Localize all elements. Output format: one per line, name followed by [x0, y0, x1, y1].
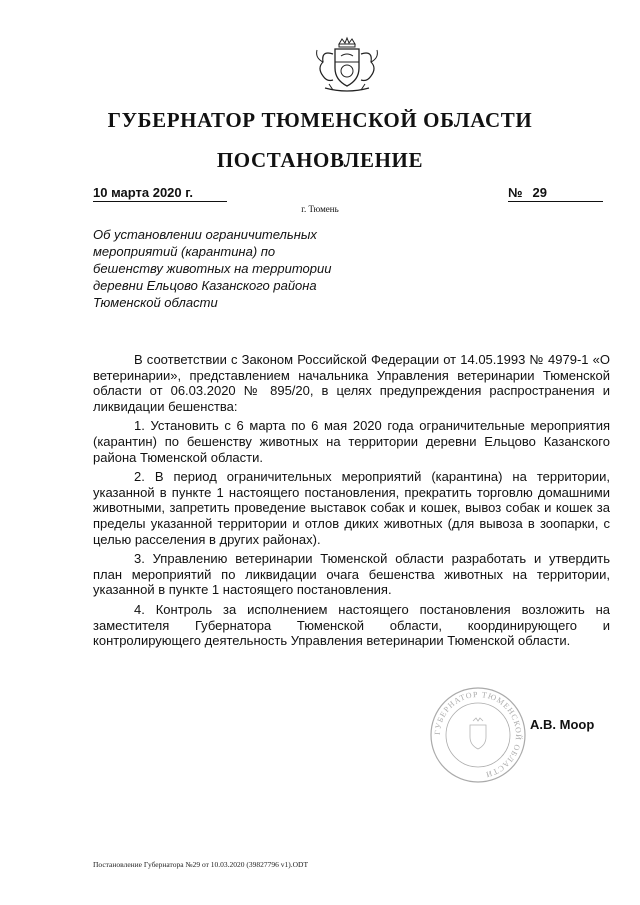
coat-of-arms-icon — [303, 36, 391, 96]
document-footer: Постановление Губернатора №29 от 10.03.2020 (39827796 v1).ODT — [93, 860, 309, 869]
clause-paragraph: 2. В период ограничительных мероприятий (карантина) на территории, указанной в пункте 1 настоящего постановления, прекратить торговлю домашними животными, запретить проведение выставок собак и кошек, вывоз собак и кошек за пределы указанной территории и отлов диких животных (для вывоза в зоопарки, с целью расселения в других районах). — [93, 469, 610, 547]
city-name: г. Тюмень — [301, 204, 339, 214]
subject-line: мероприятий (карантина) по — [93, 244, 276, 259]
signer-name: А.В. Моор — [530, 717, 595, 732]
document-date: 10 марта 2020 г. — [93, 184, 227, 202]
subject-line: бешенству животных на территории — [93, 261, 332, 276]
subject-line: деревни Ельцово Казанского района — [93, 278, 317, 293]
clause-paragraph: 3. Управлению ветеринарии Тюменской области разработать и утвердить план мероприятий по ликвидации очага бешенства животных на территории, указанной в пункте 1 настоящего постановления. — [93, 551, 610, 598]
document-type-title: ПОСТАНОВЛЕНИЕ — [216, 148, 424, 172]
number-label: № — [508, 185, 523, 200]
document-body — [93, 352, 610, 653]
document-number — [508, 184, 603, 202]
document-subject — [93, 226, 373, 311]
preamble-paragraph: В соответствии с Законом Российской Федерации от 14.05.1993 № 4979-1 «О ветеринарии», представлением начальника Управления ветеринарии Тюменской области от 06.03.2020 № 895/20, в целях предупреждения распространения и ликвидации бешенства: — [93, 352, 610, 414]
subject-line: Об установлении ограничительных — [93, 227, 317, 242]
stamp-text: ГУБЕРНАТОР ТЮМЕНСКОЙ ОБЛАСТИ — [432, 689, 524, 780]
official-stamp-icon — [428, 685, 528, 785]
clause-paragraph: 4. Контроль за исполнением настоящего постановления возложить на заместителя Губернатора Тюменской области, координирующего и контролирующего деятельность Управления ветеринарии Тюменской области. — [93, 601, 610, 649]
number-value: 29 — [532, 185, 547, 200]
issuing-authority-title: ГУБЕРНАТОР ТЮМЕНСКОЙ ОБЛАСТИ — [107, 108, 533, 132]
subject-line: Тюменской области — [93, 295, 218, 310]
clause-paragraph: 1. Установить с 6 марта по 6 мая 2020 года ограничительные мероприятия (карантин) по бешенству животных на территории деревни Ельцово Казанского района Тюменской области. — [93, 418, 610, 465]
